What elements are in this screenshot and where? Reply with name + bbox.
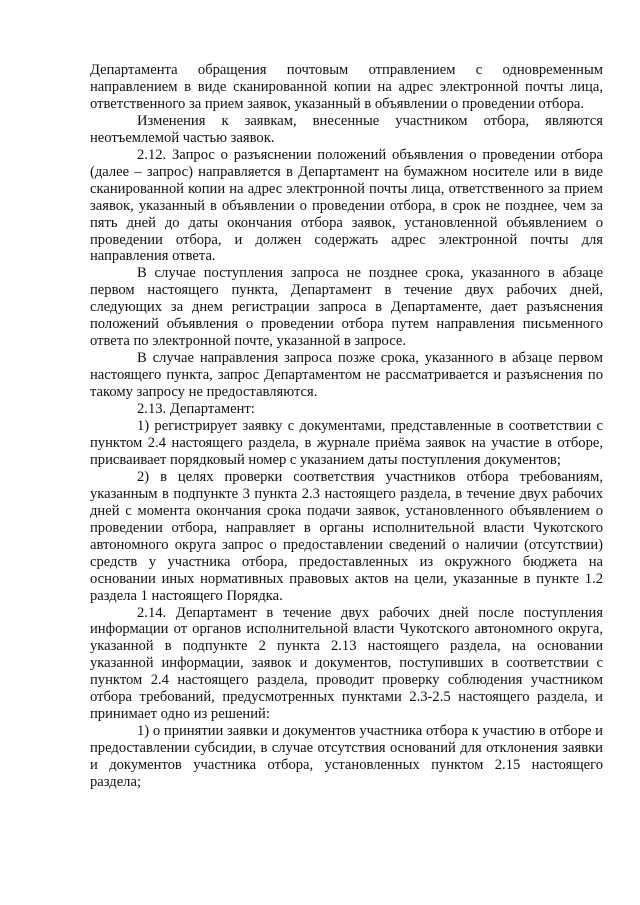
paragraph-late-request: В случае направления запроса позже срока, указанного в абзаце первом настоящего пункта, запрос Департаментом не рассматривается и разъяснения по такому запросу не предоставляются. [90,350,603,401]
paragraph-2-14-verification: 2.14. Департамент в течение двух рабочих дней после поступления информации от органов исполнительной власти Чукотского автономного округа, указанной в подпункте 2 пункта 2.13 настоящего раздела, на основании указанной информации, заявок и документов, поступивших в соответствии с пунктом 2.4 настоящего раздела, проводит проверку соблюдения участником отбора требований, предусмотренных пунктами 2.3-2.5 настоящего раздела, и принимает одно из решений: [90,604,603,723]
paragraph-application-changes: Изменения к заявкам, внесенные участником отбора, являются неотъемлемой частью заявок. [90,112,603,146]
document-page [90,62,603,791]
paragraph-2-13-heading: 2.13. Департамент: [137,401,255,418]
paragraph-2-13-item-2: 2) в целях проверки соответствия участников отбора требованиям, указанным в подпункте 3 пункта 2.3 настоящего раздела, в течение двух рабочих дней с момента окончания срока подачи заявок, установленного объявлением о проведении отбора, направляет в органы исполнительной власти Чукотского автономного округа запрос о предоставлении сведений о наличии (отсутствии) средств у участника отбора, предоставленных из окружного бюджета на основании иных нормативных правовых актов на цели, указанные в пункте 1.2 раздела 1 настоящего Порядка. [90,468,603,604]
paragraph-submission-method: Департамента обращения почтовым отправлением с одновременным направлением в виде сканированной копии на адрес электронной почты лица, ответственного за прием заявок, указанный в объявлении о проведении отбора. [90,62,603,112]
paragraph-2-12-clarification-request: 2.12. Запрос о разъяснении положений объявления о проведении отбора (далее – запрос) направляется в Департамент на бумажном носителе или в виде сканированной копии на адрес электронной почты лица, ответственного за прием заявок, указанный в объявлении о проведении отбора, в срок не позднее, чем за пять дней до даты окончания отбора заявок, установленной объявлением о проведении отбора, и должен содержать адрес электронной почты для направления ответа. [90,146,603,265]
paragraph-timely-request: В случае поступления запроса не позднее срока, указанного в абзаце первом настоящего пункта, Департамент в течение двух рабочих дней, следующих за днем регистрации запроса в Департаменте, дает разъяснения положений объявления о проведении отбора путем направления письменного ответа по электронной почте, указанной в запросе. [90,265,603,350]
paragraph-2-14-item-1: 1) о принятии заявки и документов участника отбора к участию в отборе и предоставлении субсидии, в случае отсутствия оснований для отклонения заявки и документов участника отбора, установленных пунктом 2.15 настоящего раздела; [90,723,603,791]
paragraph-2-13-item-1: 1) регистрирует заявку с документами, представленные в соответствии с пунктом 2.4 настоящего раздела, в журнале приёма заявок на участие в отборе, присваивает порядковый номер с указанием даты поступления документов; [90,418,603,468]
